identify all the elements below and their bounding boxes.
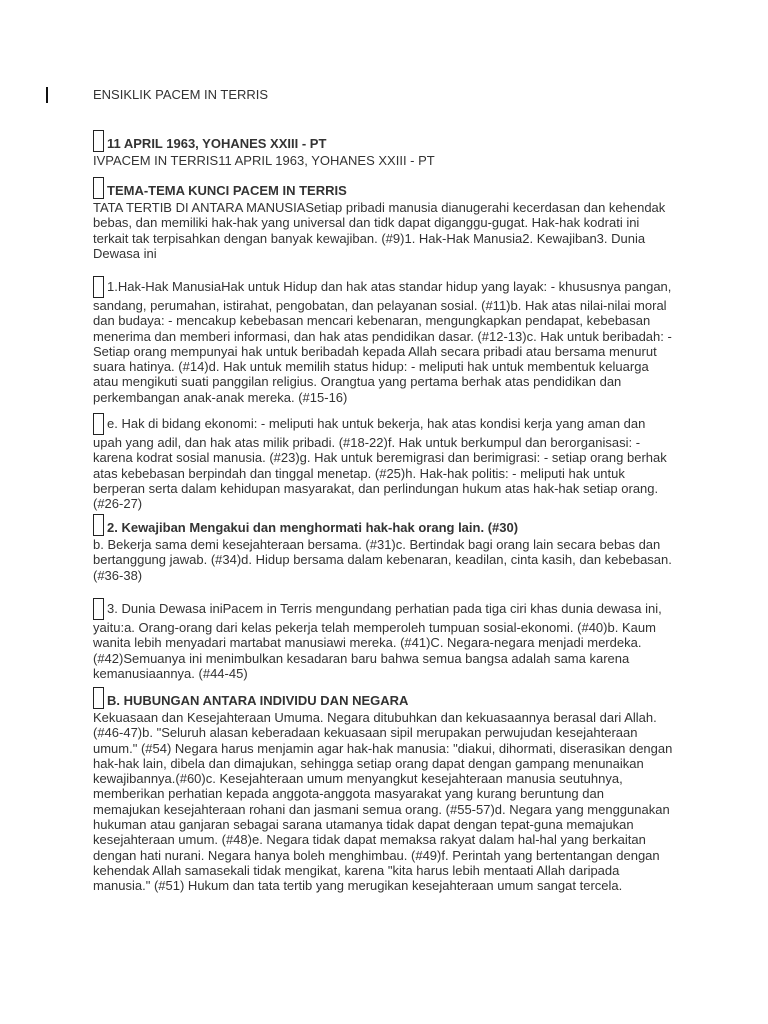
- section-heading-text: 2. Kewajiban Mengakui dan menghormati hak-hak orang lain. (#30): [107, 520, 519, 535]
- section-5: [93, 519, 673, 583]
- section-3: [93, 276, 673, 405]
- section-heading-text: B. HUBUNGAN ANTARA INDIVIDU DAN NEGARA: [107, 693, 409, 708]
- paragraph-box-marker: [93, 598, 104, 620]
- section-heading: [93, 135, 673, 153]
- section-body: Kekuasaan dan Kesejahteraan Umuma. Negara ditubuhkan dan kekuasaannya berasal dari Allah. (#46-47)b. "Seluruh alasan keberadaan kekuasaan sipil merupakan perwujudan kesejahteraan umum." (#54) Negara harus menjamin agar hak-hak manusia: "diakui, dihormati, diserasikan dengan hak-hak lain, dibela dan dimajukan, sehingga setiap orang dapat dengan gampang menunaikan kewajibannya.(#60)c. Kesejahteraan umum menyangkut kesejahteraan manusia seutuhnya, memberikan perhatian kepada anggota-anggota masyarakat yang kurang beruntung dan memajukan kesejahteraan rohani dan jasmani semua orang. (#55-57)d. Negara yang menggunakan hukuman atau ganjaran sebagai sarana utamanya tidak dapat dengan tepat-guna memajukan kesejahteraan umum. (#48)e. Negara tidak dapat memaksa rakyat dalam hal-hal yang berkaitan dengan hati nurani. Negara hanya boleh menghimbau. (#49)f. Perintah yang bertentangan dengan kehendak Allah samasekali tidak mengikat, karena "kita harus lebih mentaati Allah daripada manusia." (#51) Hukum dan tata tertib yang merugikan kesejahteraan umum sangat tercela.: [93, 710, 673, 894]
- paragraph-box-marker: [93, 276, 104, 298]
- section-paragraph: [93, 413, 673, 511]
- section-heading-text: TEMA-TEMA KUNCI PACEM IN TERRIS: [107, 183, 347, 198]
- section-heading: [93, 519, 673, 537]
- heading-box-marker: [93, 130, 104, 152]
- section-heading-text: 11 APRIL 1963, YOHANES XXIII - PT: [107, 136, 327, 151]
- section-body: TATA TERTIB DI ANTARA MANUSIASetiap pribadi manusia dianugerahi kecerdasan dan kehendak bebas, dan memiliki hak-hak yang universal dan tidk dapat diganggu-gugat. Hak-hak kodrati ini terkait tak terpisahkan dengan banyak kewajiban. (#9)1. Hak-Hak Manusia2. Kewajiban3. Dunia Dewasa ini: [93, 200, 666, 261]
- section-heading: [93, 182, 673, 200]
- section-7: [93, 692, 673, 894]
- section-6: [93, 598, 673, 681]
- section-paragraph: [93, 276, 673, 405]
- heading-box-marker: [93, 177, 104, 199]
- section-body: b. Bekerja sama demi kesejahteraan bersama. (#31)c. Bertindak bagi orang lain secara bebas dan bertanggung jawab. (#34)d. Hidup bersama dalam kebenaran, keadilan, cinta kasih, dan kebebasan. (#36-38): [93, 537, 672, 583]
- section-body: 3. Dunia Dewasa iniPacem in Terris mengundang perhatian pada tiga ciri khas dunia dewasa ini, yaitu:a. Orang-orang dari kelas pekerja telah memperoleh tumpuan sosial-ekonomi. (#40)b. Kaum wanita lebih menyadari martabat manusiawi mereka. (#41)C. Negara-negara menjadi merdeka. (#42)Semuanya ini menimbulkan kesadaran baru bahwa semua bangsa adalah sama karena kemanusiaannya. (#44-45): [93, 601, 662, 681]
- section-paragraph: [93, 598, 673, 681]
- section-body: e. Hak di bidang ekonomi: - meliputi hak untuk bekerja, hak atas kondisi kerja yang aman dan upah yang adil, dan hak atas milik pribadi. (#18-22)f. Hak untuk berkumpul dan berorganisasi: - karena kodrat sosial manusia. (#23)g. Hak untuk beremigrasi dan berimigrasi: - setiap orang berhak atas kebebasan berpindah dan tinggal menetap. (#25)h. Hak-hak politis: - meliputi hak untuk berperan serta dalam kehidupan masyarakat, dan perlindungan hukum atas hak-hak setiap orang. (#26-27): [93, 416, 667, 512]
- section-body: 1.Hak-Hak ManusiaHak untuk Hidup dan hak atas standar hidup yang layak: - khususnya pangan, sandang, perumahan, istirahat, pengobatan, dan pelayanan sosial. (#11)b. Hak atas nilai-nilai moral dan budaya: - mencakup kebebasan mencari kebenaran, mengungkapkan pendapat, kebebasan menerima dan memberi informasi, dan hak atas pendidikan dasar. (#12-13)c. Hak untuk beribadah: - Setiap orang mempunyai hak untuk beribadah kepada Allah secara pribadi atau bersama menurut suara hatinya. (#14)d. Hak untuk memilih status hidup: - meliputi hak untuk membentuk keluarga atau mengikuti suati panggilan religius. Orangtua yang pertama berhak atas pendidikan dan perkembangan anak-anak mereka. (#15-16): [93, 279, 672, 405]
- section-4: [93, 413, 673, 511]
- section-body: IVPACEM IN TERRIS11 APRIL 1963, YOHANES XXIII - PT: [93, 153, 435, 168]
- section-heading: [93, 692, 673, 710]
- heading-box-marker: [93, 514, 104, 536]
- section-1: [93, 135, 673, 168]
- paragraph-box-marker: [93, 413, 104, 435]
- heading-box-marker: [93, 687, 104, 709]
- document-title: ENSIKLIK PACEM IN TERRIS: [93, 87, 269, 102]
- section-2: [93, 182, 673, 261]
- text-cursor: [46, 87, 48, 103]
